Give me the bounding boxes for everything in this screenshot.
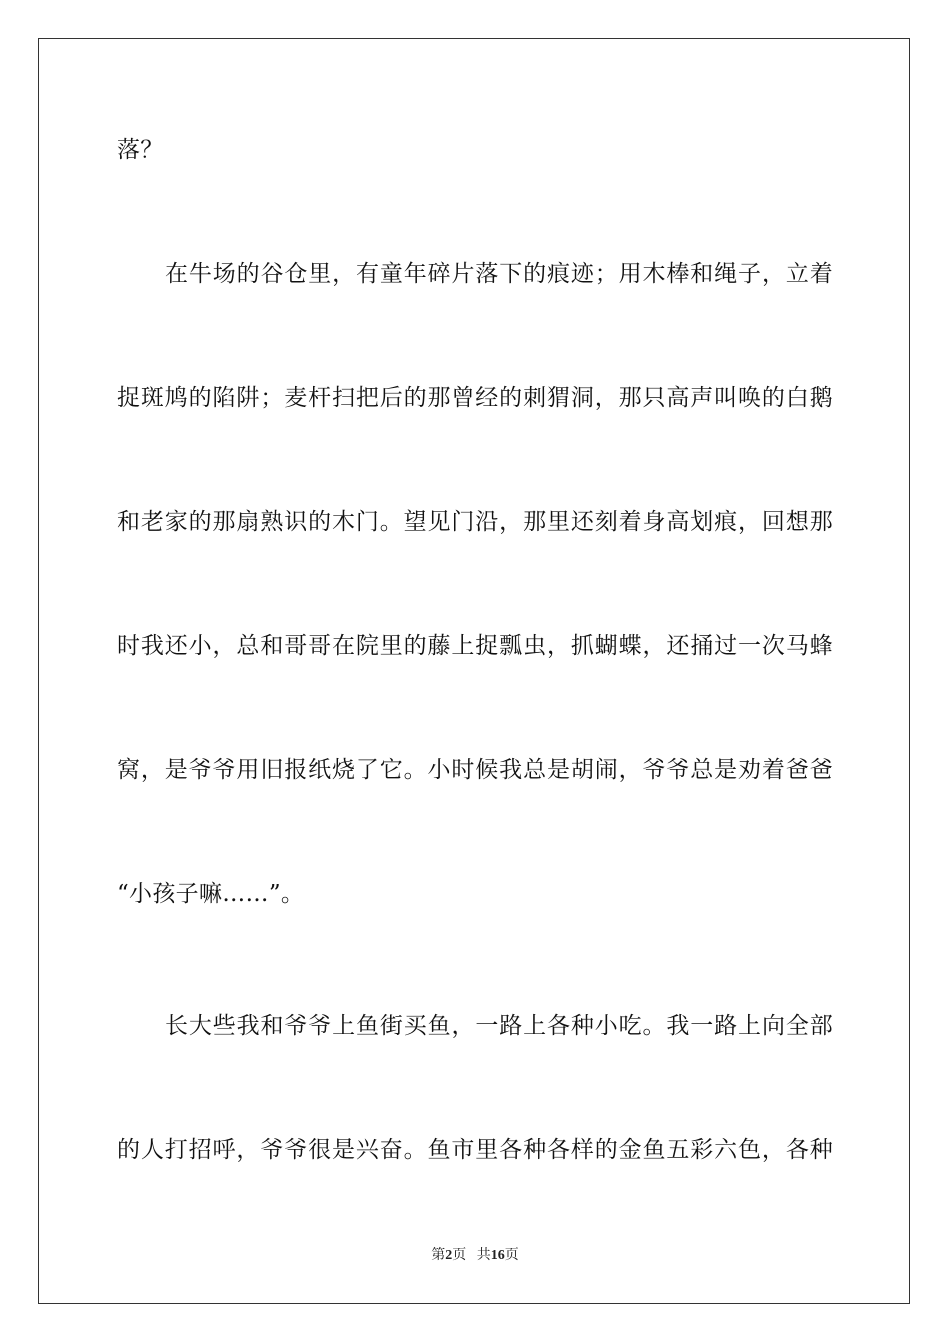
total-pages: 16 — [490, 1248, 505, 1263]
page-prefix: 第 — [431, 1248, 446, 1263]
paragraph-1-line-5: 窝，是爷爷用旧报纸烧了它。小时候我总是胡闹，爷爷总是劝着爸爸 — [117, 757, 833, 783]
paragraph-1-line-3: 和老家的那扇熟识的木门。望见门沿，那里还刻着身高划痕，回想那 — [117, 509, 833, 535]
text-line-1: 落？ — [117, 137, 164, 163]
paragraph-1-line-1: 在牛场的谷仓里，有童年碎片落下的痕迹；用木棒和绳子，立着 — [165, 261, 833, 287]
paragraph-2-line-1: 长大些我和爷爷上鱼街买鱼，一路上各种小吃。我一路上向全部 — [165, 1013, 833, 1039]
paragraph-1-line-2: 捉斑鸠的陷阱；麦杆扫把后的那曾经的刺猬洞，那只高声叫唤的白鹅 — [117, 385, 833, 411]
paragraph-1-line-6: “小孩子嘛……”。 — [117, 881, 305, 907]
page-suffix: 页 — [452, 1248, 467, 1263]
total-suffix: 页 — [504, 1248, 519, 1263]
page-footer — [0, 1247, 950, 1265]
page-border — [38, 38, 910, 1304]
paragraph-2-line-2: 的人打招呼，爷爷很是兴奋。鱼市里各种各样的金鱼五彩六色，各种 — [117, 1137, 833, 1163]
page-number: 2 — [445, 1248, 453, 1263]
paragraph-1-line-4: 时我还小，总和哥哥在院里的藤上捉瓢虫，抓蝴蝶，还捅过一次马蜂 — [117, 633, 833, 659]
total-prefix: 共 — [476, 1248, 491, 1263]
